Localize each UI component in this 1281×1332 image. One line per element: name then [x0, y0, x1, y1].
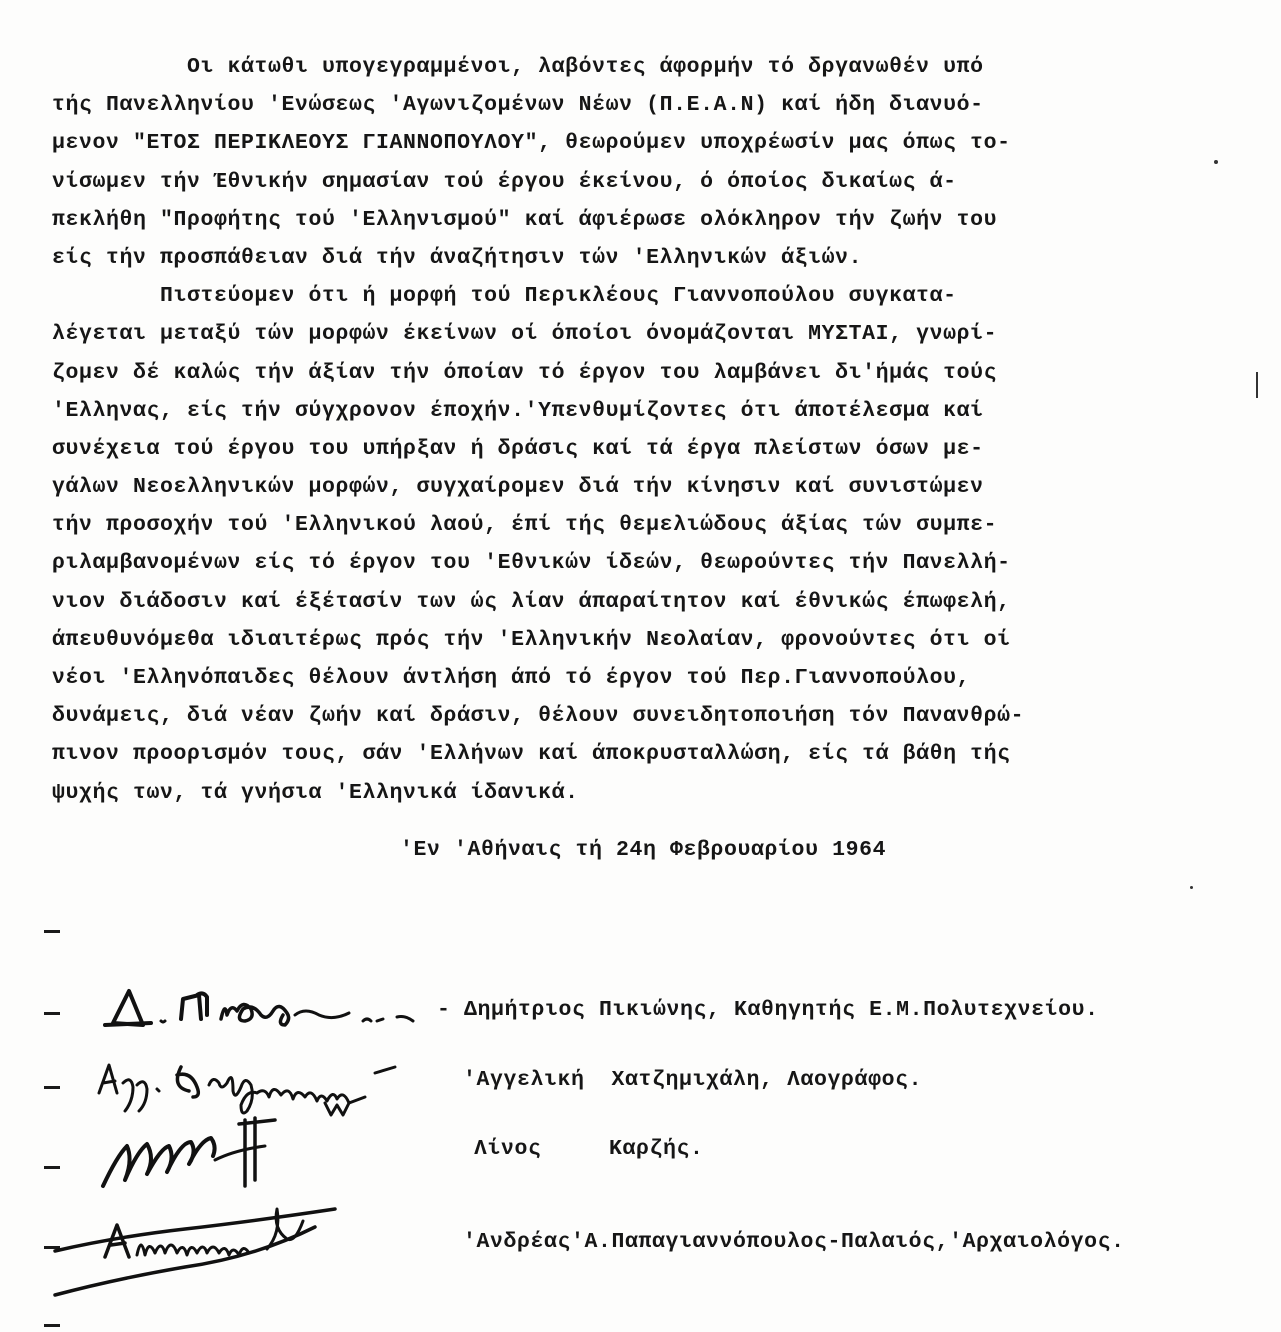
text-line: είς τήν προσπάθειαν διά τήν άναζήτησιν τών 'Ελληνικών άξιών. [52, 245, 863, 270]
text-line: νίσωμεν τήν Έθνικήν σημασίαν τού έργου έκείνου, ό όποίος δικαίως ά- [52, 169, 957, 194]
scan-speck [1190, 886, 1193, 889]
scan-speck [1214, 160, 1218, 164]
text-line: τής Πανελληνίου 'Ενώσεως 'Αγωνιζομένων Νέων (Π.Ε.Α.Ν) καί ήδη διανυό- [52, 93, 984, 118]
text-line: τήν προσοχήν τού 'Ελληνικού λαού, έπί τής θεμελιώδους άξίας τών συμπε- [52, 513, 998, 538]
margin-dash [44, 1166, 60, 1169]
text-line: συνέχεια τού έργου του υπήρξαν ή δράσις καί τά έργα πλείστων όσων με- [52, 436, 984, 461]
text-line: δυνάμεις, διά νέαν ζωήν καί δράσιν, θέλουν συνειδητοποιήση τόν Πανανθρώ- [52, 704, 1025, 729]
signature-pikionis [95, 985, 425, 1045]
text-line: μενον "ΕΤΟΣ ΠΕΡΙΚΛΕΟΥΣ ΓΙΑΝΝΟΠΟΥΛΟΥ", θεωρούμεν υποχρέωσίν μας όπως το- [52, 131, 1011, 156]
text-line: ψυχής των, τά γνήσια 'Ελληνικά ίδανικά. [52, 780, 579, 805]
letter-body [52, 48, 1202, 812]
text-line: άπευθυνόμεθα ιδιαιτέρως πρός τήν 'Ελληνικήν Νεολαίαν, φρονούντες ότι οί [52, 627, 1011, 652]
text-line: Οι κάτωθι υπογεγραμμένοι, λαβόντες άφορμήν τό δργανωθέν υπό [52, 55, 984, 79]
signatory-name: - Δημήτριος Πικιώνης, Καθηγητής Ε.Μ.Πολυτεχνείου. [437, 998, 1099, 1022]
letter-date: 'Εν 'Αθήναις τή 24η Φεβρουαρίου 1964 [400, 838, 887, 862]
margin-dash [44, 930, 60, 933]
signature-papagiannopoulos [45, 1185, 345, 1305]
signatory-name: 'Ανδρέας'Α.Παπαγιαννόπουλος-Παλαιός,'Αρχαιολόγος. [463, 1230, 1125, 1254]
text-line: λέγεται μεταξύ τών μορφών έκείνων οί όποίοι όνομάζονται ΜΥΣΤΑΙ, γνωρί- [52, 322, 998, 347]
signatory-name: Λίνος Καρζής. [474, 1137, 704, 1161]
text-line: ριλαμβανομένων είς τό έργον του 'Εθνικών ίδεών, θεωρούντες τήν Πανελλή- [52, 551, 1011, 576]
text-line: Πιστεύομεν ότι ή μορφή τού Περικλέους Γιαννοπούλου συγκατα- [52, 284, 957, 309]
signatory-name: 'Αγγελική Χατζημιχάλη, Λαογράφος. [463, 1068, 923, 1092]
text-line: νέοι 'Ελληνόπαιδες θέλουν άντλήση άπό τό έργον τού Περ.Γιαννοπούλου, [52, 666, 971, 690]
text-line: πινον προορισμόν τους, σάν 'Ελλήνων καί άποκρυσταλλώση, είς τά βάθη τής [52, 742, 1011, 767]
text-line: 'Ελληνας, είς τήν σύγχρονον έποχήν.'Υπενθυμίζοντες ότι άποτέλεσμα καί [52, 398, 984, 423]
scan-edge-mark [1256, 372, 1258, 398]
margin-dash [44, 1012, 60, 1015]
text-line: πεκλήθη "Προφήτης τού 'Ελληνισμού" καί άφιέρωσε ολόκληρον τήν ζωήν του [52, 207, 998, 232]
text-line: ζομεν δέ καλώς τήν άξίαν τήν όποίαν τό έργον του λαμβάνει δι'ήμάς τούς [52, 360, 998, 385]
text-line: γάλων Νεοελληνικών μορφών, συγχαίρομεν διά τήν κίνησιν καί συνιστώμεν [52, 475, 984, 500]
margin-dash [44, 1324, 60, 1327]
margin-dash [44, 1086, 60, 1089]
text-line: νιον διάδοσιν καί έξέτασίν των ώς λίαν άπαραίτητον καί έθνικώς έπωφελή, [52, 589, 1011, 614]
